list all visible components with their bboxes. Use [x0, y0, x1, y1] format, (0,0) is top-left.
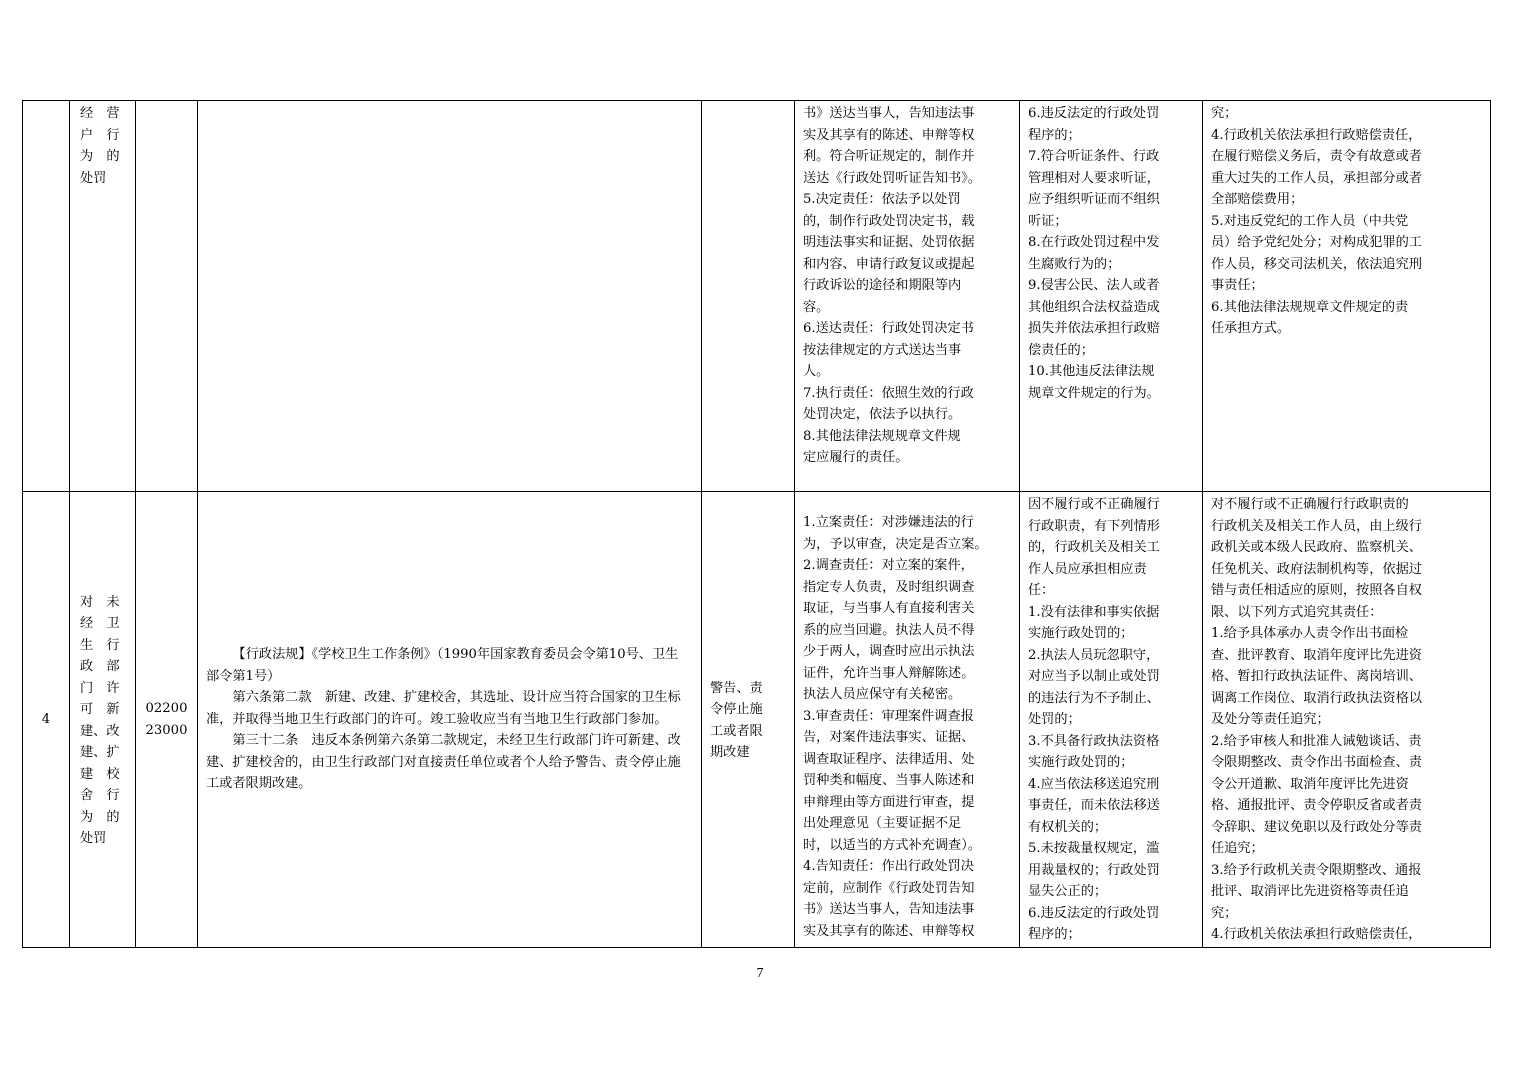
method-line: 任承担方式。	[1211, 321, 1291, 336]
method-line: 1.给予具体承办人责令作出书面检	[1211, 626, 1409, 641]
situation-line: 应予组织听证而不组织	[1028, 192, 1160, 207]
situation-line: 5.未按裁量权规定，滥	[1028, 841, 1160, 856]
duty-line: 利。符合听证规定的，制作并	[803, 149, 975, 164]
item-name-line: 建、改	[80, 723, 120, 739]
situation-line: 规章文件规定的行为。	[1028, 385, 1160, 401]
seq-number: 4	[41, 711, 51, 727]
seq-cell	[23, 492, 70, 948]
duty-line: 送达《行政处罚听证告知书》。	[803, 170, 982, 186]
method-line: 任免机关、政府法制机构等，依据过	[1211, 561, 1422, 577]
situation-line: 有权机关的；	[1028, 819, 1108, 835]
situation-line: 管理相对人要求听证，	[1028, 170, 1160, 186]
situation-line: 程序的；	[1028, 927, 1081, 942]
duty-line: 系的应当回避。执法人员不得	[803, 622, 975, 638]
accountability-method-cell	[1203, 101, 1491, 492]
duty-line: 8.其他法律法规规章文件规	[803, 428, 961, 444]
situation-line: 实施行政处罚的；	[1028, 755, 1134, 770]
item-name-lines	[70, 590, 124, 850]
situation-line: 生腐败行为的；	[1028, 256, 1121, 272]
duty-line: 定应履行的责任。	[803, 450, 909, 465]
duty-line: 告，对案件违法事实、证据、	[803, 730, 975, 745]
situation-line: 4.应当依法移送追究刑	[1028, 776, 1160, 792]
method-line: 令辞职、建议免职以及行政处分等责	[1211, 819, 1422, 835]
duty-line: 定前，应制作《行政处罚告知	[803, 880, 975, 896]
method-line: 任追究；	[1211, 841, 1264, 856]
duty-table	[22, 100, 1491, 948]
item-name-line: 为 的	[80, 809, 120, 825]
item-name-line: 经 卫	[80, 616, 120, 631]
situation-line: 用裁量权的；行政处罚	[1028, 862, 1160, 878]
duty-line: 按法律规定的方式送达当事	[803, 342, 962, 358]
legal-basis-paragraph: 【行政法规】《学校卫生工作条例》（1990年国家教育委员会令第10号、卫生部令第1号）	[206, 647, 679, 684]
duty-line: 处罚决定，依法予以执行。	[803, 407, 962, 422]
situation-line: 1.没有法律和事实依据	[1028, 604, 1160, 620]
situation-line: 听证；	[1028, 213, 1068, 229]
item-name-line: 处罚	[80, 170, 107, 186]
situation-line: 的，行政机关及相关工	[1028, 540, 1160, 555]
duty-line: 1.立案责任：对涉嫌违法的行	[803, 515, 974, 530]
item-name-line: 对 未	[80, 594, 120, 610]
duty-line: 4.告知责任：作出行政处罚决	[803, 859, 974, 874]
penalty-line: 警告、责	[710, 680, 763, 696]
seq-cell-empty	[23, 101, 70, 492]
situation-line: 8.在行政处罚过程中发	[1028, 235, 1160, 250]
penalty-line: 令停止施	[710, 702, 763, 717]
method-line: 在履行赔偿义务后，责令有故意或者	[1211, 149, 1422, 164]
method-line: 6.其他法律法规规章文件规定的责	[1211, 299, 1409, 315]
method-line: 作人员，移交司法机关，依法追究刑	[1211, 256, 1422, 272]
penalty-line: 期改建	[710, 745, 750, 760]
duty-line: 时，以适当的方式补充调查）。	[803, 837, 982, 853]
method-line: 行政机关及相关工作人员，由上级行	[1211, 518, 1422, 534]
penalty-cell-empty	[702, 101, 795, 492]
basis-cell	[198, 492, 702, 948]
duty-line: 2.调查责任：对立案的案件，	[803, 558, 974, 573]
duty-line: 取证，与当事人有直接利害关	[803, 601, 975, 616]
item-name-line: 处罚	[80, 831, 107, 846]
duty-line: 实及其享有的陈述、申辩等权	[803, 923, 975, 939]
duty-line: 3.审查责任：审理案件调查报	[803, 708, 974, 724]
duty-line: 申辩理由等方面进行审查，提	[803, 794, 975, 810]
item-name-line: 为 的	[80, 149, 120, 164]
item-name-line: 门 许	[80, 680, 120, 696]
basis-cell-empty	[198, 101, 702, 492]
duty-line: 人。	[803, 364, 830, 379]
method-line: 员）给予党纪处分；对构成犯罪的工	[1211, 235, 1422, 250]
duty-line: 调查取证程序、法律适用、处	[803, 751, 975, 767]
code-cell-empty	[136, 101, 198, 492]
penalty-lines	[702, 676, 794, 764]
item-name-line: 经 营	[80, 106, 120, 121]
duty-line: 容。	[803, 299, 830, 315]
method-line: 错与责任相适应的原则，按照各自权	[1211, 583, 1422, 598]
method-line: 及处分等责任追究；	[1211, 712, 1330, 727]
duty-cell	[795, 101, 1020, 492]
method-line: 4.行政机关依法承担行政赔偿责任，	[1211, 127, 1422, 143]
situation-line: 7.符合听证条件、行政	[1028, 149, 1160, 164]
situation-line: 6.违反法定的行政处罚	[1028, 905, 1160, 921]
situation-line: 的违法行为不予制止、	[1028, 690, 1160, 706]
method-line: 2.给予审核人和批准人诫勉谈话、责	[1211, 733, 1422, 749]
item-name-line: 舍 行	[80, 788, 120, 803]
situation-line: 9.侵害公民、法人或者	[1028, 278, 1160, 293]
situation-line: 2.执法人员玩忽职守，	[1028, 647, 1160, 663]
situation-line: 行政职责，有下列情形	[1028, 518, 1160, 534]
duty-line: 和内容、申请行政复议或提起	[803, 256, 975, 272]
situation-line: 3.不具备行政执法资格	[1028, 733, 1160, 749]
situation-line: 实施行政处罚的；	[1028, 626, 1134, 641]
duty-cell	[795, 492, 1020, 948]
table-row-previous	[23, 101, 1491, 492]
duty-lines	[795, 492, 1019, 942]
method-line: 限、以下列方式追究其责任：	[1211, 604, 1383, 620]
accountability-situation-cell	[1020, 492, 1203, 948]
method-line: 事责任；	[1211, 278, 1264, 293]
item-name-cell	[70, 101, 136, 492]
situation-lines	[1020, 101, 1202, 404]
basis-text	[198, 644, 701, 795]
item-name-line: 建、扩	[80, 745, 120, 760]
item-name-line: 户 行	[80, 127, 120, 143]
duty-line: 6.送达责任：行政处罚决定书	[803, 321, 974, 336]
penalty-line: 工或者限	[710, 723, 763, 739]
code-line: 23000	[145, 722, 188, 738]
situation-line: 对应当予以制止或处罚	[1028, 669, 1160, 684]
accountability-situation-cell	[1020, 101, 1203, 492]
code-line: 02200	[145, 701, 188, 716]
method-line: 究；	[1211, 106, 1238, 121]
method-line: 重大过失的工作人员，承担部分或者	[1211, 170, 1422, 186]
situation-lines	[1020, 492, 1202, 946]
duty-line: 证件，允许当事人辩解陈述。	[803, 665, 975, 681]
method-line: 格、通报批评、责令停职反省或者责	[1211, 798, 1422, 813]
duty-line: 出处理意见（主要证据不足	[803, 816, 962, 831]
item-name-line: 生 行	[80, 637, 120, 653]
method-line: 令限期整改、责令作出书面检查、责	[1211, 755, 1422, 770]
method-line: 全部赔偿费用；	[1211, 192, 1304, 207]
code-lines	[136, 698, 197, 741]
duty-lines	[795, 101, 1019, 469]
item-name-line: 可 新	[80, 702, 120, 717]
duty-line: 明违法事实和证据、处罚依据	[803, 235, 975, 250]
duty-line: 7.执行责任：依照生效的行政	[803, 385, 974, 401]
situation-line: 6.违反法定的行政处罚	[1028, 106, 1160, 121]
situation-line: 事责任，而未依法移送	[1028, 798, 1160, 813]
penalty-cell	[702, 492, 795, 948]
legal-basis-paragraph: 第六条第二款 新建、改建、扩建校舍，其选址、设计应当符合国家的卫生标准，并取得当地卫生行政部门的许可。竣工验收应当有当地卫生行政部门参加。	[206, 690, 681, 727]
method-line: 5.对违反党纪的工作人员（中共党	[1211, 213, 1409, 229]
duty-line: 书》送达当事人，告知违法事	[803, 106, 975, 121]
method-line: 3.给予行政机关责令限期整改、通报	[1211, 862, 1422, 878]
method-line: 格、暂扣行政执法证件、离岗培训、	[1211, 669, 1422, 684]
situation-line: 处罚的；	[1028, 712, 1081, 727]
situation-line: 偿责任的；	[1028, 342, 1094, 358]
item-name-cell	[70, 492, 136, 948]
method-line: 批评、取消评比先进资格等责任追	[1211, 884, 1409, 899]
situation-line: 程序的；	[1028, 127, 1081, 143]
method-lines	[1203, 492, 1490, 946]
method-line: 令公开道歉、取消年度评比先进资	[1211, 776, 1409, 792]
method-line: 政机关或本级人民政府、监察机关、	[1211, 540, 1422, 555]
method-lines	[1203, 101, 1490, 340]
code-cell	[136, 492, 198, 948]
page-number: 7	[756, 966, 764, 981]
situation-line: 作人员应承担相应责	[1028, 561, 1147, 577]
situation-line: 因不履行或不正确履行	[1028, 497, 1160, 512]
duty-line: 少于两人，调查时应出示执法	[803, 644, 975, 659]
situation-line: 任：	[1028, 583, 1055, 598]
item-name-line: 政 部	[80, 659, 120, 674]
duty-line: 罚种类和幅度、当事人陈述和	[803, 773, 975, 788]
duty-line: 的，制作行政处罚决定书，载	[803, 213, 975, 229]
method-line: 查、批评教育、取消年度评比先进资	[1211, 647, 1422, 663]
legal-basis-paragraph: 第三十二条 违反本条例第六条第二款规定，未经卫生行政部门许可新建、改建、扩建校舍的，由卫生行政部门对直接责任单位或者个人给予警告、责令停止施工或者限期改建。	[206, 733, 681, 792]
method-line: 4.行政机关依法承担行政赔偿责任，	[1211, 927, 1422, 942]
method-line: 究；	[1211, 905, 1238, 921]
situation-line: 其他组织合法权益造成	[1028, 299, 1160, 315]
item-name-lines	[70, 101, 124, 189]
table-row-4	[23, 492, 1491, 948]
duty-line: 指定专人负责，及时组织调查	[803, 579, 975, 595]
duty-line: 为，予以审查，决定是否立案。	[803, 536, 988, 552]
method-line: 调离工作岗位、取消行政执法资格以	[1211, 690, 1422, 706]
situation-line: 10.其他违反法律法规	[1028, 364, 1155, 379]
item-name-line: 建 校	[80, 766, 120, 782]
situation-line: 损失并依法承担行政赔	[1028, 321, 1160, 336]
duty-line: 5.决定责任：依法予以处罚	[803, 192, 961, 207]
duty-line: 执法人员应保守有关秘密。	[803, 687, 962, 702]
duty-line: 实及其享有的陈述、申辩等权	[803, 127, 975, 143]
situation-line: 显失公正的；	[1028, 884, 1108, 899]
method-line: 对不履行或不正确履行行政职责的	[1211, 497, 1409, 512]
duty-line: 行政诉讼的途径和期限等内	[803, 278, 962, 293]
accountability-method-cell	[1203, 492, 1491, 948]
duty-line: 书》送达当事人，告知违法事	[803, 902, 975, 917]
